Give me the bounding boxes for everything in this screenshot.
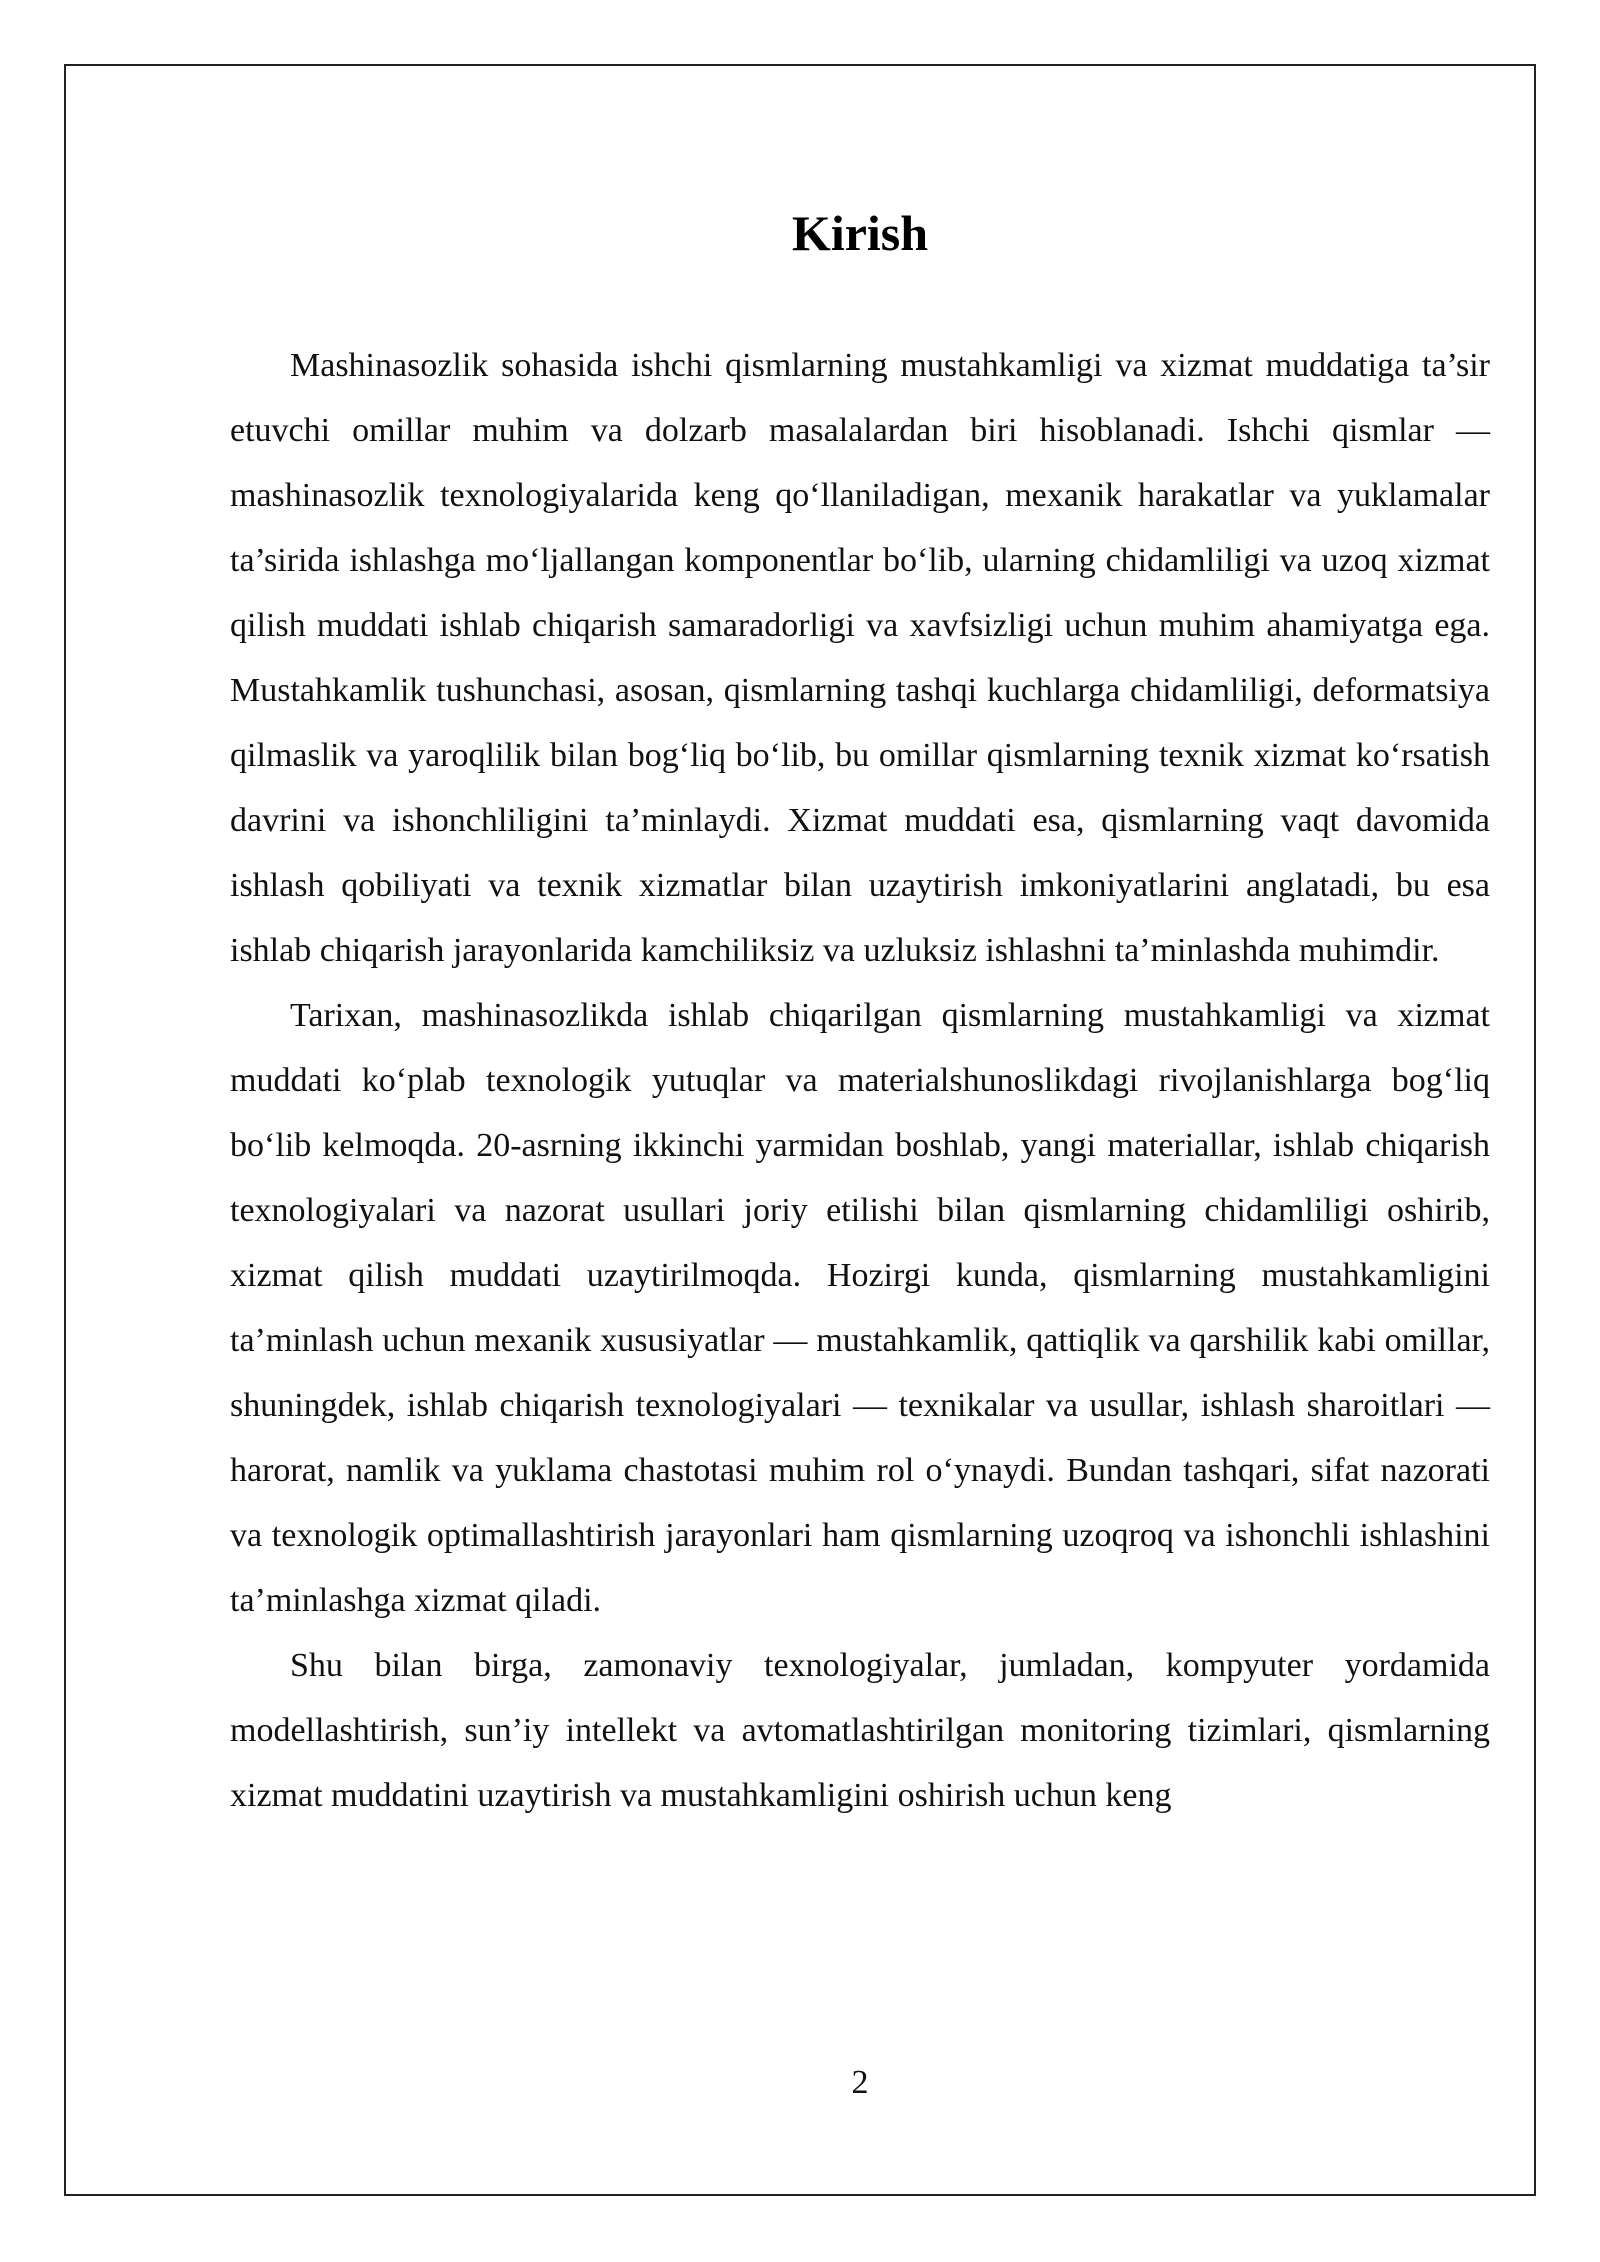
paragraph-3: Shu bilan birga, zamonaviy texnologiyalar, jumladan, kompyuter yordamida modellashtirish, sun’iy intellekt va avtomatlashtirilgan monitoring tizimlari, qismlarning xizmat muddatini uzaytirish va mustahkamligini oshirish uchun keng — [230, 1647, 1490, 1814]
page-number: 2 — [851, 2064, 869, 2101]
paragraph-1: Mashinasozlik sohasida ishchi qismlarning mustahkamligi va xizmat muddatiga ta’sir etuvchi omillar muhim va dolzarb masalalardan biri hisoblanadi. Ishchi qismlar — mashinasozlik texnologiyalarida keng qo‘llaniladigan, mexanik harakatlar va yuklamalar ta’sirida ishlashga mo‘ljallangan komponentlar bo‘lib, ularning chidamliligi va uzoq xizmat qilish muddati ishlab chiqarish samaradorligi va xavfsizligi uchun muhim ahamiyatga ega. Mustahkamlik tushunchasi, asosan, qismlarning tashqi kuchlarga chidamliligi, deformatsiya qilmaslik va yaroqlilik bilan bog‘liq bo‘lib, bu omillar qismlarning texnik xizmat ko‘rsatish davrini va ishonchliligini ta’minlaydi. Xizmat muddati esa, qismlarning vaqt davomida ishlash qobiliyati va texnik xizmatlar bilan uzaytirish imkoniyatlarini anglatadi, bu esa ishlab chiqarish jarayonlarida kamchiliksiz va uzluksiz ishlashni ta’minlashda muhimdir. — [230, 347, 1490, 969]
body-text — [230, 333, 1490, 1828]
page-title: Kirish — [791, 205, 929, 261]
paragraph-2: Tarixan, mashinasozlikda ishlab chiqarilgan qismlarning mustahkamligi va xizmat muddati ko‘plab texnologik yutuqlar va materialshunoslikdagi rivojlanishlarga bog‘liq bo‘lib kelmoqda. 20-asrning ikkinchi yarmidan boshlab, yangi materiallar, ishlab chiqarish texnologiyalari va nazorat usullari joriy etilishi bilan qismlarning chidamliligi oshirib, xizmat qilish muddati uzaytirilmoqda. Hozirgi kunda, qismlarning mustahkamligini ta’minlash uchun mexanik xususiyatlar — mustahkamlik, qattiqlik va qarshilik kabi omillar, shuningdek, ishlab chiqarish texnologiyalari — texnikalar va usullar, ishlash sharoitlari — harorat, namlik va yuklama chastotasi muhim rol o‘ynaydi. Bundan tashqari, sifat nazorati va texnologik optimallashtirish jarayonlari ham qismlarning uzoqroq va ishonchli ishlashini ta’minlashga xizmat qiladi. — [230, 997, 1490, 1619]
